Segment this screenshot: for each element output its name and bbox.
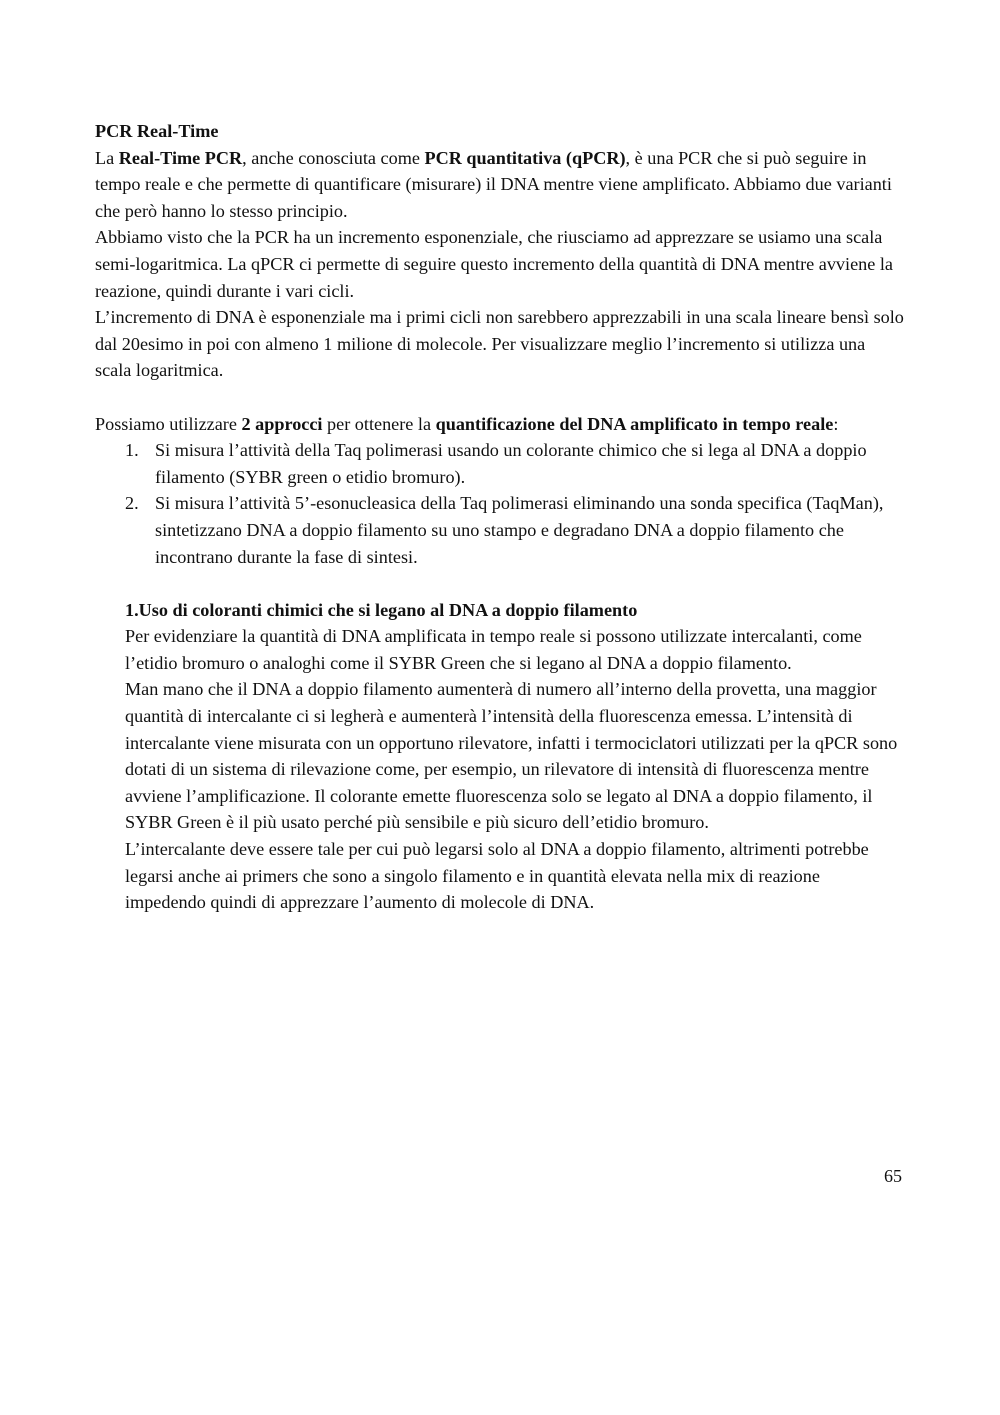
list-number: 2. — [125, 493, 139, 514]
list-item — [95, 437, 905, 490]
paragraph: L’intercalante deve essere tale per cui può legarsi solo al DNA a doppio filamento, altrimenti potrebbe legarsi anche ai primers che sono a singolo filamento e in quantità elevata nella mix di reazione impedendo quindi di apprezzare l’aumento di molecole di DNA. — [125, 839, 869, 913]
document-body — [95, 118, 905, 916]
paragraph: L’incremento di DNA è esponenziale ma i primi cicli non sarebbero apprezzabili in una scala lineare bensì solo dal 20esimo in poi con almeno 1 milione di molecole. Per visualizzare meglio l’incremento si utilizza una scala logaritmica. — [95, 307, 904, 381]
spacer — [95, 384, 905, 411]
bold-term: quantificazione del DNA amplificato in tempo reale — [435, 413, 834, 434]
paragraph: Per evidenziare la quantità di DNA amplificata in tempo reale si possono utilizzate intercalanti, come l’etidio bromuro o analoghi come il SYBR Green che si legano al DNA a doppio filamento. — [125, 626, 862, 673]
approaches-paragraph: Possiamo utilizzare 2 approcci per ottenere la quantificazione del DNA amplificato in tempo reale: — [95, 413, 839, 434]
intro-paragraph: La Real-Time PCR, anche conosciuta come PCR quantitativa (qPCR), è una PCR che si può seguire in tempo reale e che permette di quantificare (misurare) il DNA mentre viene amplificato. Abbiamo due varianti che però hanno lo stesso principio. — [95, 147, 892, 221]
approaches-list — [95, 437, 905, 570]
paragraph: Abbiamo visto che la PCR ha un incremento esponenziale, che riusciamo ad apprezzare se usiamo una scala semi-logaritmica. La qPCR ci permette di seguire questo incremento della quantità di DNA mentre avviene la reazione, quindi durante i vari cicli. — [95, 227, 893, 301]
bold-term: Real-Time PCR — [118, 147, 243, 168]
page-number: 65 — [884, 1166, 902, 1186]
list-item-text: Si misura l’attività della Taq polimerasi usando un colorante chimico che si lega al DNA a doppio filamento (SYBR green o etidio bromuro). — [155, 440, 867, 487]
subsection-title: 1.Uso di coloranti chimici che si legano al DNA a doppio filamento — [125, 599, 638, 620]
list-item-text: Si misura l’attività 5’-esonucleasica della Taq polimerasi eliminando una sonda specifica (TaqMan), sintetizzano DNA a doppio filamento su uno stampo e degradano DNA a doppio filamento che incontrano durante la fase di sintesi. — [155, 493, 884, 567]
bold-term: 2 approcci — [241, 413, 323, 434]
spacer — [95, 570, 905, 597]
bold-term: PCR quantitativa (qPCR) — [424, 147, 626, 168]
list-number: 1. — [125, 440, 139, 461]
paragraph: Man mano che il DNA a doppio filamento aumenterà di numero all’interno della provetta, una maggior quantità di intercalante ci si legherà e aumenterà l’intensità della fluorescenza emessa. L’intensità di intercalante viene misurata con un opportuno rilevatore, infatti i termociclatori utilizzati per la qPCR sono dotati di un sistema di rilevazione come, per esempio, un rilevatore di intensità di fluorescenza mentre avviene l’amplificazione. Il colorante emette fluorescenza solo se legato al DNA a doppio filamento, il SYBR Green è il più usato perché più sensibile e più sicuro dell’etidio bromuro. — [125, 679, 898, 833]
section-title: PCR Real-Time — [95, 121, 219, 141]
list-item — [95, 490, 905, 570]
subsection — [95, 597, 905, 916]
